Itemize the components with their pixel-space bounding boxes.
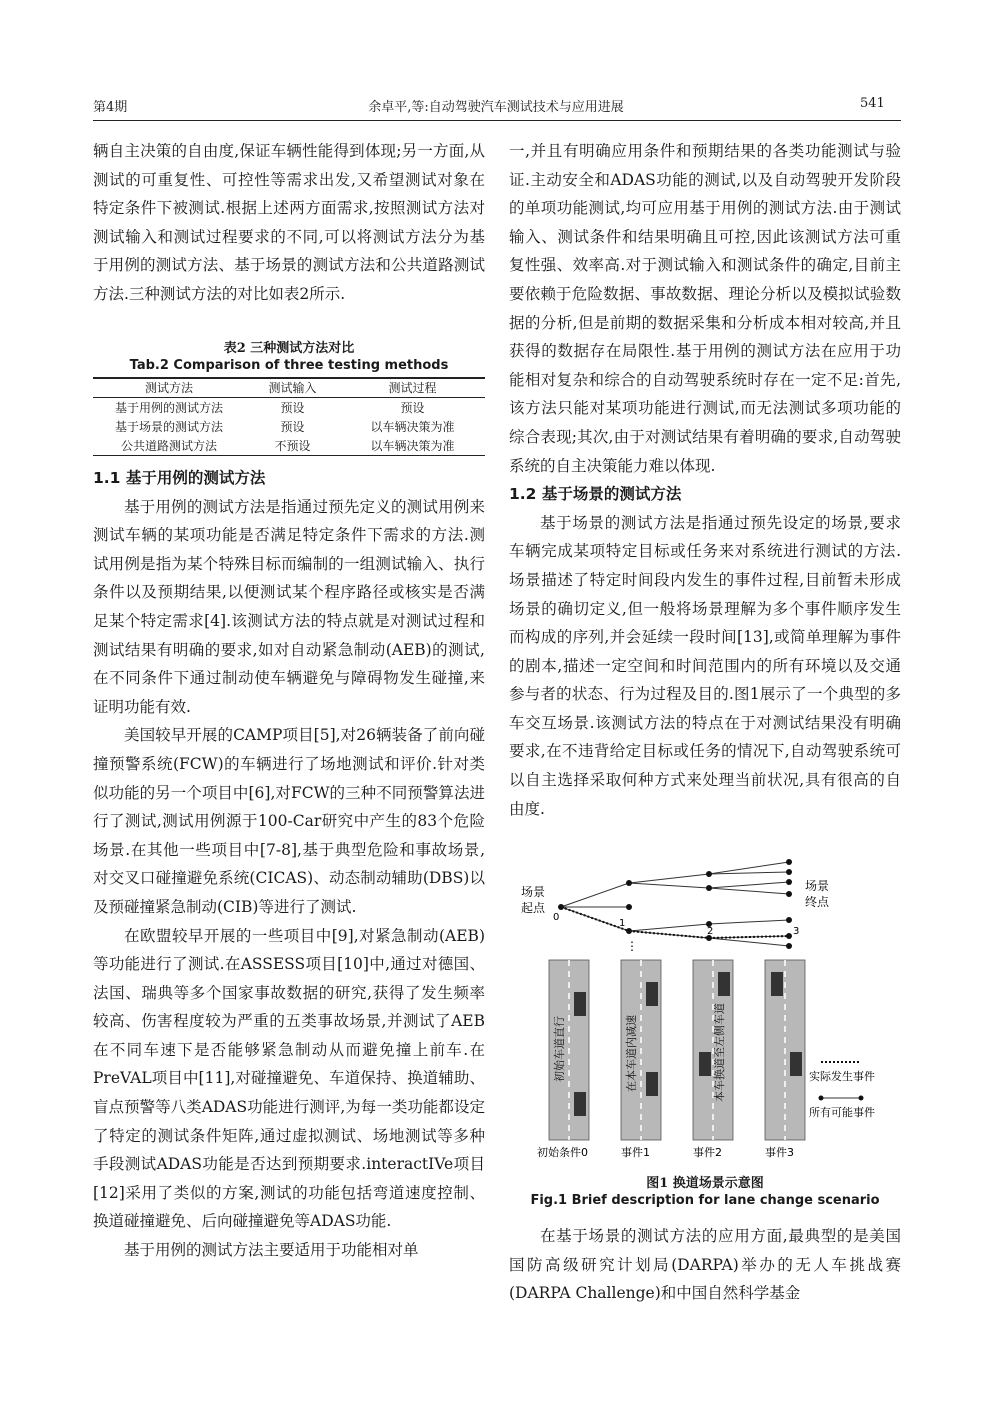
table-cell: 基于用例的测试方法 <box>114 401 223 415</box>
ellipsis: ⋮ <box>626 939 638 953</box>
figure-caption-en: Fig.1 Brief description for lane change scenario <box>530 1193 880 1208</box>
scenario-start-label: 起点 <box>521 901 546 915</box>
table-cell: 预设 <box>400 401 425 415</box>
node-label: 0 <box>553 912 560 923</box>
panel-label: 初始条件0 <box>537 1146 588 1159</box>
road-panel-event-1 <box>621 960 661 1140</box>
table-row <box>93 398 485 418</box>
figure-legend <box>809 1062 875 1119</box>
end-node <box>786 879 792 885</box>
scenario-end-label: 终点 <box>805 895 830 909</box>
intro-paragraph: 辆自主决策的自由度,保证车辆性能得到体现;另一方面,从测试的可重复性、可控性等需求出发,又希望测试对象在特定条件下被测试.根据上述两方面需求,按照测试方法对测试输入和测试过程要求的不同,可以将测试方法分为基于用例的测试方法、基于场景的测试方法和公共道路测试方法.三种测试方法的对比如表2所示. <box>93 142 485 303</box>
table-cell: 不预设 <box>274 439 311 453</box>
comparison-table <box>93 378 485 456</box>
node-label: 3 <box>793 926 800 937</box>
body-paragraph: 基于用例的测试方法主要适用于功能相对单 <box>124 1241 419 1260</box>
tree-node <box>626 880 632 886</box>
vehicle-icon <box>790 1052 802 1076</box>
header-rule <box>93 120 901 121</box>
right-column-bottom <box>509 1222 901 1308</box>
table-header-cell: 测试过程 <box>388 381 437 395</box>
panel-text: 在本车道内减速 <box>625 1015 638 1092</box>
vehicle-icon <box>771 972 783 996</box>
running-title: 余卓平,等:自动驾驶汽车测试技术与应用进展 <box>368 100 624 115</box>
scenario-start-label: 场景 <box>521 885 546 899</box>
start-node <box>558 904 564 910</box>
left-column <box>93 137 485 309</box>
table-header-cell: 测试方法 <box>144 381 193 395</box>
scenario-end-label: 场景 <box>805 879 830 893</box>
body-paragraph: 在基于场景的测试方法的应用方面,最典型的是美国国防高级研究计划局(DARPA)举办的无人车挑战赛(DARPA Challenge)和中国自然科学基金 <box>509 1227 901 1303</box>
end-node <box>786 933 792 939</box>
panel-text: 本车换道至左侧车道 <box>713 1003 726 1102</box>
left-column-body <box>93 464 485 1265</box>
page-number: 541 <box>860 96 885 111</box>
figure-caption-cn: 图1 换道场景示意图 <box>646 1176 764 1191</box>
table-cell: 基于场景的测试方法 <box>114 420 223 434</box>
end-node <box>786 917 792 923</box>
table-cell: 以车辆决策为准 <box>370 420 455 434</box>
table-cell: 预设 <box>280 420 305 434</box>
table-row <box>93 436 485 456</box>
body-paragraph: 一,并且有明确应用条件和预期结果的各类功能测试与验证.主动安全和ADAS功能的测试,以及自动驾驶开发阶段的单项功能测试,均可应用基于用例的测试方法.由于测试输入、测试条件和结果明确且可控,因此该测试方法可重复性强、效率高.对于测试输入和测试条件的确定,目前主要依赖于危险数据、事故数据、理论分析以及模拟试验数据的分析,但是前期的数据采集和分析成本相对较高,并且获得的数据存在局限性.基于用例的测试方法在应用于功能相对复杂和综合的自动驾驶系统时存在一定不足:首先,该方法只能对某项功能进行测试,而无法测试多项功能的综合表现;其次,由于对测试结果有着明确的要求,自动驾驶系统的自主决策能力难以体现. <box>509 142 901 475</box>
panel-label: 事件2 <box>693 1146 722 1159</box>
end-node <box>786 869 792 875</box>
tree-node <box>706 885 712 891</box>
road-panel-event-2 <box>693 960 733 1140</box>
vehicle-icon <box>699 1052 711 1076</box>
table-cell: 以车辆决策为准 <box>370 439 455 453</box>
panel-text: 初始车道直行 <box>553 1016 566 1082</box>
table-header-cell: 测试输入 <box>268 381 317 395</box>
lane-change-scenario-figure <box>509 852 901 1170</box>
road-panel-initial <box>549 960 589 1140</box>
table-row <box>93 417 485 436</box>
tree-node <box>626 904 632 910</box>
body-paragraph: 在欧盟较早开展的一些项目中[9],对紧急制动(AEB)等功能进行了测试.在ASSESS项目[10]中,通过对德国、法国、瑞典等多个国家事故数据的研究,获得了发生频率较高、伤害程度较为严重的五类事故场景,并测试了AEB在不同车速下是否能够紧急制动从而避免撞上前车.在PreVAL项目中[11],对碰撞避免、车道保持、换道辅助、盲点预警等八类ADAS功能进行测评,为每一类功能都设定了特定的测试条件矩阵,通过虚拟测试、场地测试等多种手段测试ADAS功能是否达到预期要求.interactIVe项目[12]采用了类似的方案,测试的功能包括弯道速度控制、换道碰撞避免、后向碰撞避免等ADAS功能. <box>93 926 485 1231</box>
journal-issue: 第4期 <box>93 100 128 115</box>
tree-node <box>626 928 632 934</box>
node-label: 2 <box>707 926 714 937</box>
table-caption-en: Tab.2 Comparison of three testing methods <box>129 358 449 373</box>
end-node <box>786 943 792 949</box>
section-heading-1-1: 1.1 基于用例的测试方法 <box>93 469 266 487</box>
end-node <box>786 859 792 865</box>
tree-node <box>706 871 712 877</box>
vehicle-icon <box>574 992 586 1016</box>
vehicle-icon <box>574 1092 586 1116</box>
vehicle-icon <box>646 1072 658 1096</box>
body-paragraph: 美国较早开展的CAMP项目[5],对26辆装备了前向碰撞预警系统(FCW)的车辆进行了场地测试和评价.针对类似功能的另一个项目中[6],对FCW的三种不同预警算法进行了测试,测试用例源于100-Car研究中产生的83个危险场景.在其他一些项目中[7-8],基于典型危险和事故场景,对交叉口碰撞避免系统(CICAS)、动态制动辅助(DBS)以及预碰撞紧急制动(CIB)等进行了测试. <box>93 726 485 916</box>
right-column <box>509 137 901 823</box>
table-caption-cn: 表2 三种测试方法对比 <box>223 341 355 356</box>
legend-actual-label: 实际发生事件 <box>809 1070 875 1083</box>
table-cell: 预设 <box>280 401 305 415</box>
panel-label: 事件3 <box>765 1146 794 1159</box>
table-cell: 公共道路测试方法 <box>120 439 217 453</box>
body-paragraph: 基于场景的测试方法是指通过预先设定的场景,要求车辆完成某项特定目标或任务来对系统进行测试的方法.场景描述了特定时间段内发生的事件过程,目前暂未形成场景的确切定义,但一般将场景理解为多个事件顺序发生而构成的序列,并会延续一段时间[13],或简单理解为事件的剧本,描述一定空间和时间范围内的所有环境以及交通参与者的状态、行为过程及目的.图1展示了一个典型的多车交互场景.该测试方法的特点在于对测试结果没有明确要求,在不违背给定目标或任务的情况下,自动驾驶系统可以自主选择采取何种方式来处理当前状况,具有很高的自由度. <box>509 513 901 818</box>
end-node <box>786 891 792 897</box>
section-heading-1-2: 1.2 基于场景的测试方法 <box>509 485 682 504</box>
legend-possible-label: 所有可能事件 <box>809 1106 875 1119</box>
vehicle-icon <box>718 972 730 996</box>
actual-event-path <box>561 907 789 938</box>
road-panel-event-3 <box>765 960 805 1140</box>
table-header-row <box>93 378 485 398</box>
body-paragraph: 基于用例的测试方法是指通过预先定义的测试用例来测试车辆的某项功能是否满足特定条件下需求的方法.测试用例是指为某个特殊目标而编制的一组测试输入、执行条件以及预期结果,以便测试某个程序路径或核实是否满足某个特定需求[4].该测试方法的特点就是对测试过程和测试结果有明确的要求,如对自动紧急制动(AEB)的测试,在不同条件下通过制动使车辆避免与障碍物发生碰撞,来证明功能有效. <box>93 497 485 716</box>
panel-label: 事件1 <box>621 1146 650 1159</box>
vehicle-icon <box>646 982 658 1006</box>
possible-event-tree <box>561 862 789 946</box>
node-label: 1 <box>619 918 626 929</box>
